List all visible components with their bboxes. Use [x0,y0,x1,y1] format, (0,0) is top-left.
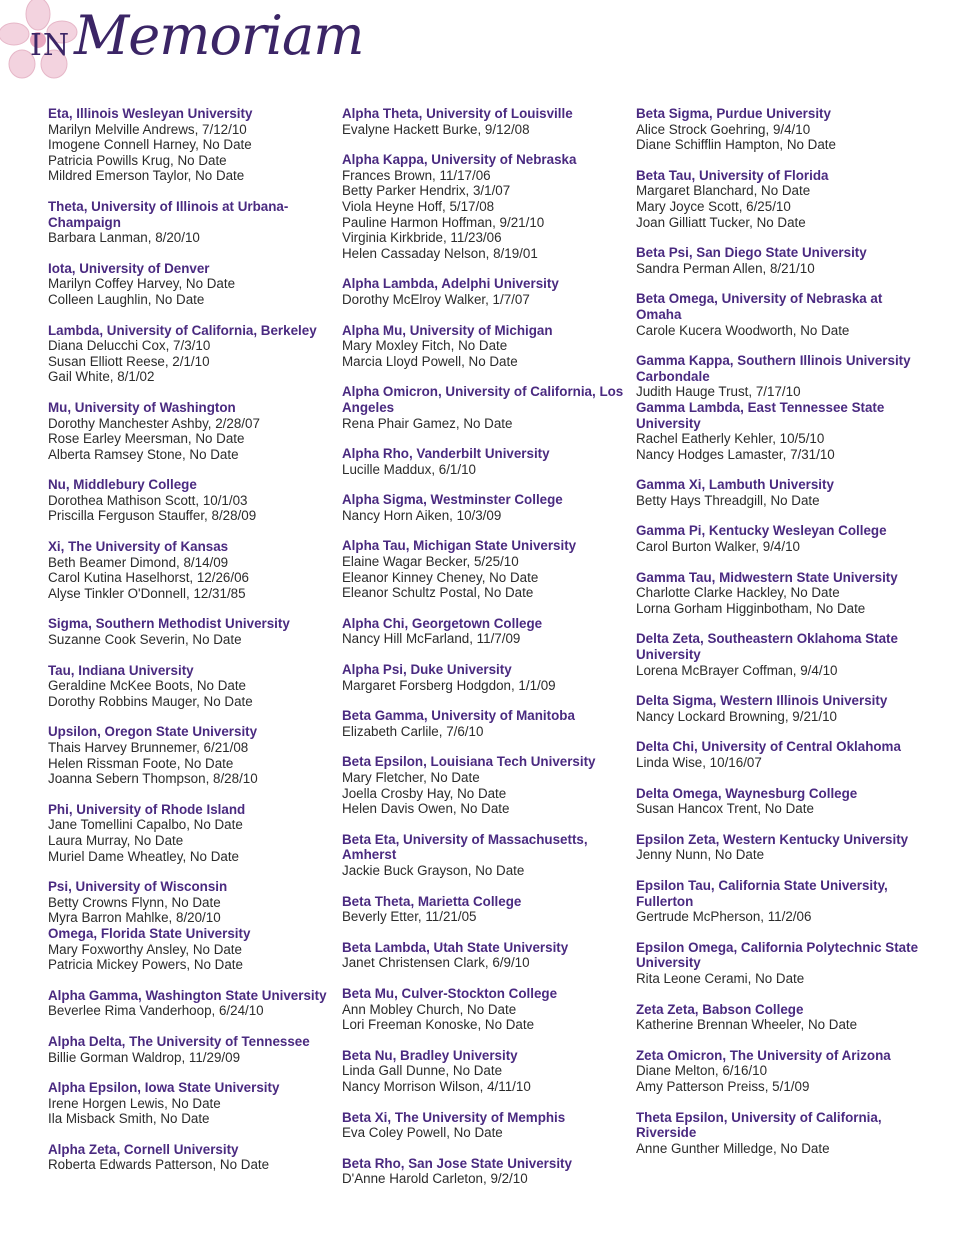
member-name: Frances Brown, 11/17/06 [342,167,491,183]
chapter-heading: Alpha Kappa, University of Nebraska [342,152,577,168]
memorial-entry [636,400,921,462]
chapter-heading: Beta Epsilon, Louisiana Tech University [342,754,596,770]
memorial-entry [342,616,627,647]
member-name: Marcia Lloyd Powell, No Date [342,353,518,369]
member-name: Gertrude McPherson, 11/2/06 [636,909,812,925]
chapter-heading: Gamma Pi, Kentucky Wesleyan College [636,523,887,539]
member-name: Patricia Powills Krug, No Date [48,152,227,168]
chapter-heading: Epsilon Zeta, Western Kentucky University [636,831,909,847]
chapter-heading: Alpha Chi, Georgetown College [342,615,543,631]
member-name: Susan Elliott Reese, 2/1/10 [48,353,210,369]
member-name: Jane Tomellini Capalbo, No Date [48,817,243,833]
chapter-heading: Beta Eta, University of Massachusetts, Amherst [342,831,588,863]
member-name: Beverlee Rima Vanderhoop, 6/24/10 [48,1003,264,1019]
chapter-heading: Delta Zeta, Southeastern Oklahoma State University [636,631,898,663]
chapter-heading: Alpha Epsilon, Iowa State University [48,1080,280,1096]
chapter-heading: Delta Sigma, Western Illinois University [636,693,888,709]
member-name: Dorothea Mathison Scott, 10/1/03 [48,492,248,508]
memorial-entry [48,802,333,864]
chapter-heading: Gamma Tau, Midwestern State University [636,569,898,585]
memorial-entry [636,878,921,925]
page-title: Memoriam [74,4,364,67]
member-name: Carol Burton Walker, 9/4/10 [636,539,800,555]
chapter-heading: Beta Omega, University of Nebraska at Omaha [636,291,883,322]
member-name: Carol Kutina Haselhorst, 12/26/06 [48,570,249,586]
member-name: Betty Parker Hendrix, 3/1/07 [342,183,511,199]
chapter-heading: Alpha Rho, Vanderbilt University [342,446,550,462]
chapter-heading: Gamma Kappa, Southern Illinois University Carbondale [636,353,911,384]
chapter-heading: Alpha Psi, Duke University [342,662,512,678]
member-name: Beverly Etter, 11/21/05 [342,909,477,925]
member-name: Pauline Harmon Hoffman, 9/21/10 [342,214,545,230]
member-name: Thais Harvey Brunnemer, 6/21/08 [48,740,249,755]
member-name: Betty Crowns Flynn, No Date [48,894,221,910]
member-name: Marilyn Coffey Harvey, No Date [48,276,236,292]
member-name: Charlotte Clarke Hackley, No Date [636,585,840,601]
member-name: Patricia Mickey Powers, No Date [48,957,243,973]
memorial-entry [342,106,627,137]
memorial-entry [48,1142,333,1173]
member-name: Gail White, 8/1/02 [48,369,155,385]
memorial-entry [636,1110,921,1157]
chapter-heading: Psi, University of Wisconsin [48,879,228,895]
chapter-heading: Iota, University of Denver [48,260,210,276]
memorial-entry [48,724,333,786]
memorial-entry [342,492,627,523]
chapter-heading: Eta, Illinois Wesleyan University [48,106,253,121]
chapter-heading: Upsilon, Oregon State University [48,724,258,740]
member-name: Helen Davis Owen, No Date [342,801,510,817]
chapter-heading: Theta Epsilon, University of California, Riverside [636,1109,882,1141]
chapter-heading: Alpha Omicron, University of California, Los Angeles [342,384,624,415]
chapter-heading: Beta Tau, University of Florida [636,167,829,183]
member-name: Geraldine McKee Boots, No Date [48,678,246,694]
member-name: Barbara Lanman, 8/20/10 [48,230,200,246]
member-name: Muriel Dame Wheatley, No Date [48,848,240,864]
memorial-entry [636,1002,921,1033]
member-name: Priscilla Ferguson Stauffer, 8/28/09 [48,508,257,524]
member-name: Alyse Tinkler O'Donnell, 12/31/85 [48,585,246,601]
memorial-entry [636,570,921,617]
chapter-heading: Nu, Middlebury College [48,477,197,493]
member-name: Laura Murray, No Date [48,832,184,848]
member-name: Imogene Connell Harney, No Date [48,137,252,153]
member-name: Mary Moxley Fitch, No Date [342,338,508,354]
chapter-heading: Gamma Xi, Lambuth University [636,477,834,493]
memorial-entry [342,754,627,816]
memorial-entry [636,739,921,770]
memorial-entry [48,616,333,647]
chapter-heading: Beta Sigma, Purdue University [636,106,831,121]
memorial-entry [48,988,333,1019]
memorial-entry [636,353,921,400]
memorial-entry [48,1080,333,1127]
member-name: Rita Leone Cerami, No Date [636,970,805,986]
chapter-heading: Theta, University of Illinois at Urbana-Champaign [48,198,289,230]
memorial-entry [342,1110,627,1141]
memorial-entry [636,245,921,276]
memorial-entry [342,538,627,600]
chapter-heading: Mu, University of Washington [48,399,236,415]
chapter-heading: Zeta Zeta, Babson College [636,1001,804,1017]
memorial-entry [48,663,333,710]
member-name: Sandra Perman Allen, 8/21/10 [636,260,815,276]
chapter-heading: Omega, Florida State University [48,925,251,941]
member-name: Roberta Edwards Patterson, No Date [48,1157,270,1173]
memorial-entry [636,786,921,817]
member-name: Alice Strock Goehring, 9/4/10 [636,121,811,137]
member-name: D'Anne Harold Carleton, 9/2/10 [342,1171,528,1187]
member-name: Mary Fletcher, No Date [342,770,480,785]
memorial-entry [636,168,921,230]
memorial-entry [342,894,627,925]
memorial-entry [342,1156,627,1187]
member-name: Joella Crosby Hay, No Date [342,785,507,801]
chapter-heading: Beta Lambda, Utah State University [342,939,569,955]
member-name: Nancy Morrison Wilson, 4/11/10 [342,1078,531,1094]
member-name: Mary Joyce Scott, 6/25/10 [636,198,791,214]
member-name: Rachel Eatherly Kehler, 10/5/10 [636,431,825,447]
member-name: Dorothy Robbins Mauger, No Date [48,693,253,709]
memorial-entry [48,323,333,385]
memorial-entry [48,926,333,973]
memorial-entry [636,477,921,508]
chapter-heading: Beta Xi, The University of Memphis [342,1109,566,1125]
chapter-heading: Sigma, Southern Methodist University [48,616,290,632]
member-name: Joan Gilliatt Tucker, No Date [636,214,806,230]
member-name: Ann Mobley Church, No Date [342,1001,517,1017]
memorial-entry [342,986,627,1033]
memorial-entry [636,832,921,863]
member-name: Suzanne Cook Severin, No Date [48,632,242,648]
member-name: Nancy Hill McFarland, 11/7/09 [342,631,521,647]
member-name: Susan Hancox Trent, No Date [636,801,814,817]
chapter-heading: Gamma Lambda, East Tennessee State University [636,399,885,431]
chapter-heading: Lambda, University of California, Berkeley [48,322,317,338]
chapter-heading: Alpha Gamma, Washington State University [48,987,327,1003]
memorial-entry [636,693,921,724]
chapter-heading: Beta Theta, Marietta College [342,893,522,909]
chapter-heading: Delta Omega, Waynesburg College [636,785,858,801]
member-name: Myra Barron Mahlke, 8/20/10 [48,910,221,926]
member-name: Nancy Hodges Lamaster, 7/31/10 [636,446,835,462]
memorial-entry [636,523,921,554]
member-name: Marilyn Melville Andrews, 7/12/10 [48,121,247,137]
chapter-heading: Alpha Theta, University of Louisville [342,106,573,121]
chapter-heading: Xi, The University of Kansas [48,539,229,555]
member-name: Nancy Horn Aiken, 10/3/09 [342,507,502,523]
member-name: Beth Beamer Dimond, 8/14/09 [48,554,229,570]
memorial-entry [342,940,627,971]
member-name: Carole Kucera Woodworth, No Date [636,322,850,338]
chapter-heading: Epsilon Omega, California Polytechnic State University [636,939,919,971]
chapter-heading: Delta Chi, University of Central Oklahoma [636,739,901,755]
member-name: Anne Gunther Milledge, No Date [636,1140,830,1156]
memorial-entry [342,446,627,477]
memorial-entry [48,199,333,246]
chapter-heading: Beta Mu, Culver-Stockton College [342,985,558,1001]
member-name: Helen Rissman Foote, No Date [48,755,234,771]
chapter-heading: Beta Psi, San Diego State University [636,245,867,261]
memorial-entry [48,1034,333,1065]
memorial-entry [342,662,627,693]
member-name: Amy Patterson Preiss, 5/1/09 [636,1078,810,1094]
member-name: Lori Freeman Konoske, No Date [342,1017,535,1033]
column-2 [342,106,627,1202]
chapter-heading: Phi, University of Rhode Island [48,801,246,817]
chapter-heading: Tau, Indiana University [48,662,194,678]
member-name: Nancy Lockard Browning, 9/21/10 [636,708,837,724]
member-name: Lorena McBrayer Coffman, 9/4/10 [636,662,838,678]
member-name: Elaine Wagar Becker, 5/25/10 [342,554,519,570]
member-name: Dorothy McElroy Walker, 1/7/07 [342,291,530,307]
member-name: Diana Delucchi Cox, 7/3/10 [48,338,211,354]
member-name: Virginia Kirkbride, 11/23/06 [342,230,502,246]
chapter-heading: Alpha Lambda, Adelphi University [342,276,559,292]
chapter-heading: Beta Gamma, University of Manitoba [342,708,575,724]
member-name: Jenny Nunn, No Date [636,847,765,863]
memorial-entry [342,276,627,307]
member-name: Mary Foxworthy Ansley, No Date [48,941,242,957]
member-name: Margaret Forsberg Hodgdon, 1/1/09 [342,677,556,693]
member-name: Rena Phair Gamez, No Date [342,415,513,431]
memorial-entry [636,631,921,678]
member-name: Irene Horgen Lewis, No Date [48,1095,221,1111]
memorial-entry [342,384,627,431]
memorial-entry [342,832,627,879]
memorial-entry [342,152,627,261]
page-header [0,0,400,90]
chapter-heading: Epsilon Tau, California State University, Fullerton [636,877,888,909]
member-name: Judith Hauge Trust, 7/17/10 [636,384,801,400]
member-name: Mildred Emerson Taylor, No Date [48,168,245,184]
member-name: Rose Earley Meersman, No Date [48,431,245,447]
memorial-entry [636,940,921,987]
member-name: Elizabeth Carlile, 7/6/10 [342,723,484,739]
member-name: Janet Christensen Clark, 6/9/10 [342,955,530,971]
memorial-entry [48,261,333,308]
member-name: Eleanor Schultz Postal, No Date [342,585,534,601]
title-prefix: IN [30,28,71,63]
member-name: Joanna Sebern Thompson, 8/28/10 [48,771,258,787]
member-name: Margaret Blanchard, No Date [636,183,811,199]
chapter-heading: Alpha Sigma, Westminster College [342,492,563,508]
member-name: Linda Wise, 10/16/07 [636,755,762,770]
member-name: Helen Cassaday Nelson, 8/19/01 [342,245,538,261]
member-name: Linda Gall Dunne, No Date [342,1063,503,1079]
column-1 [48,106,333,1188]
chapter-heading: Alpha Delta, The University of Tennessee [48,1033,310,1049]
member-name: Lorna Gorham Higginbotham, No Date [636,600,866,616]
chapter-heading: Beta Nu, Bradley University [342,1047,518,1063]
member-name: Evalyne Hackett Burke, 9/12/08 [342,121,530,137]
chapter-heading: Beta Rho, San Jose State University [342,1155,572,1171]
memorial-entry [342,1048,627,1095]
chapter-heading: Zeta Omicron, The University of Arizona [636,1047,891,1063]
member-name: Ila Misback Smith, No Date [48,1111,210,1127]
chapter-heading: Alpha Tau, Michigan State University [342,538,577,554]
memorial-entry [636,291,921,338]
member-name: Dorothy Manchester Ashby, 2/28/07 [48,415,260,431]
memorial-entry [48,400,333,462]
member-name: Eleanor Kinney Cheney, No Date [342,569,539,585]
chapter-heading: Alpha Zeta, Cornell University [48,1141,239,1157]
memorial-entry [342,708,627,739]
member-name: Billie Gorman Waldrop, 11/29/09 [48,1049,241,1065]
member-name: Diane Schifflin Hampton, No Date [636,137,836,153]
member-name: Colleen Laughlin, No Date [48,291,205,307]
column-3 [636,106,921,1171]
member-name: Jackie Buck Grayson, No Date [342,862,525,878]
memorial-entry [48,879,333,926]
member-name: Katherine Brennan Wheeler, No Date [636,1017,858,1033]
member-name: Eva Coley Powell, No Date [342,1125,503,1141]
memorial-entry [636,106,921,153]
member-name: Alberta Ramsey Stone, No Date [48,446,239,462]
memorial-entry [48,477,333,524]
member-name: Diane Melton, 6/16/10 [636,1063,768,1079]
memorial-entry [48,106,333,184]
memorial-entry [48,539,333,601]
memorial-entry [342,323,627,370]
memorial-entry [636,1048,921,1095]
member-name: Viola Heyne Hoff, 5/17/08 [342,198,495,214]
chapter-heading: Alpha Mu, University of Michigan [342,322,553,338]
member-name: Lucille Maddux, 6/1/10 [342,461,476,477]
member-name: Betty Hays Threadgill, No Date [636,492,820,508]
